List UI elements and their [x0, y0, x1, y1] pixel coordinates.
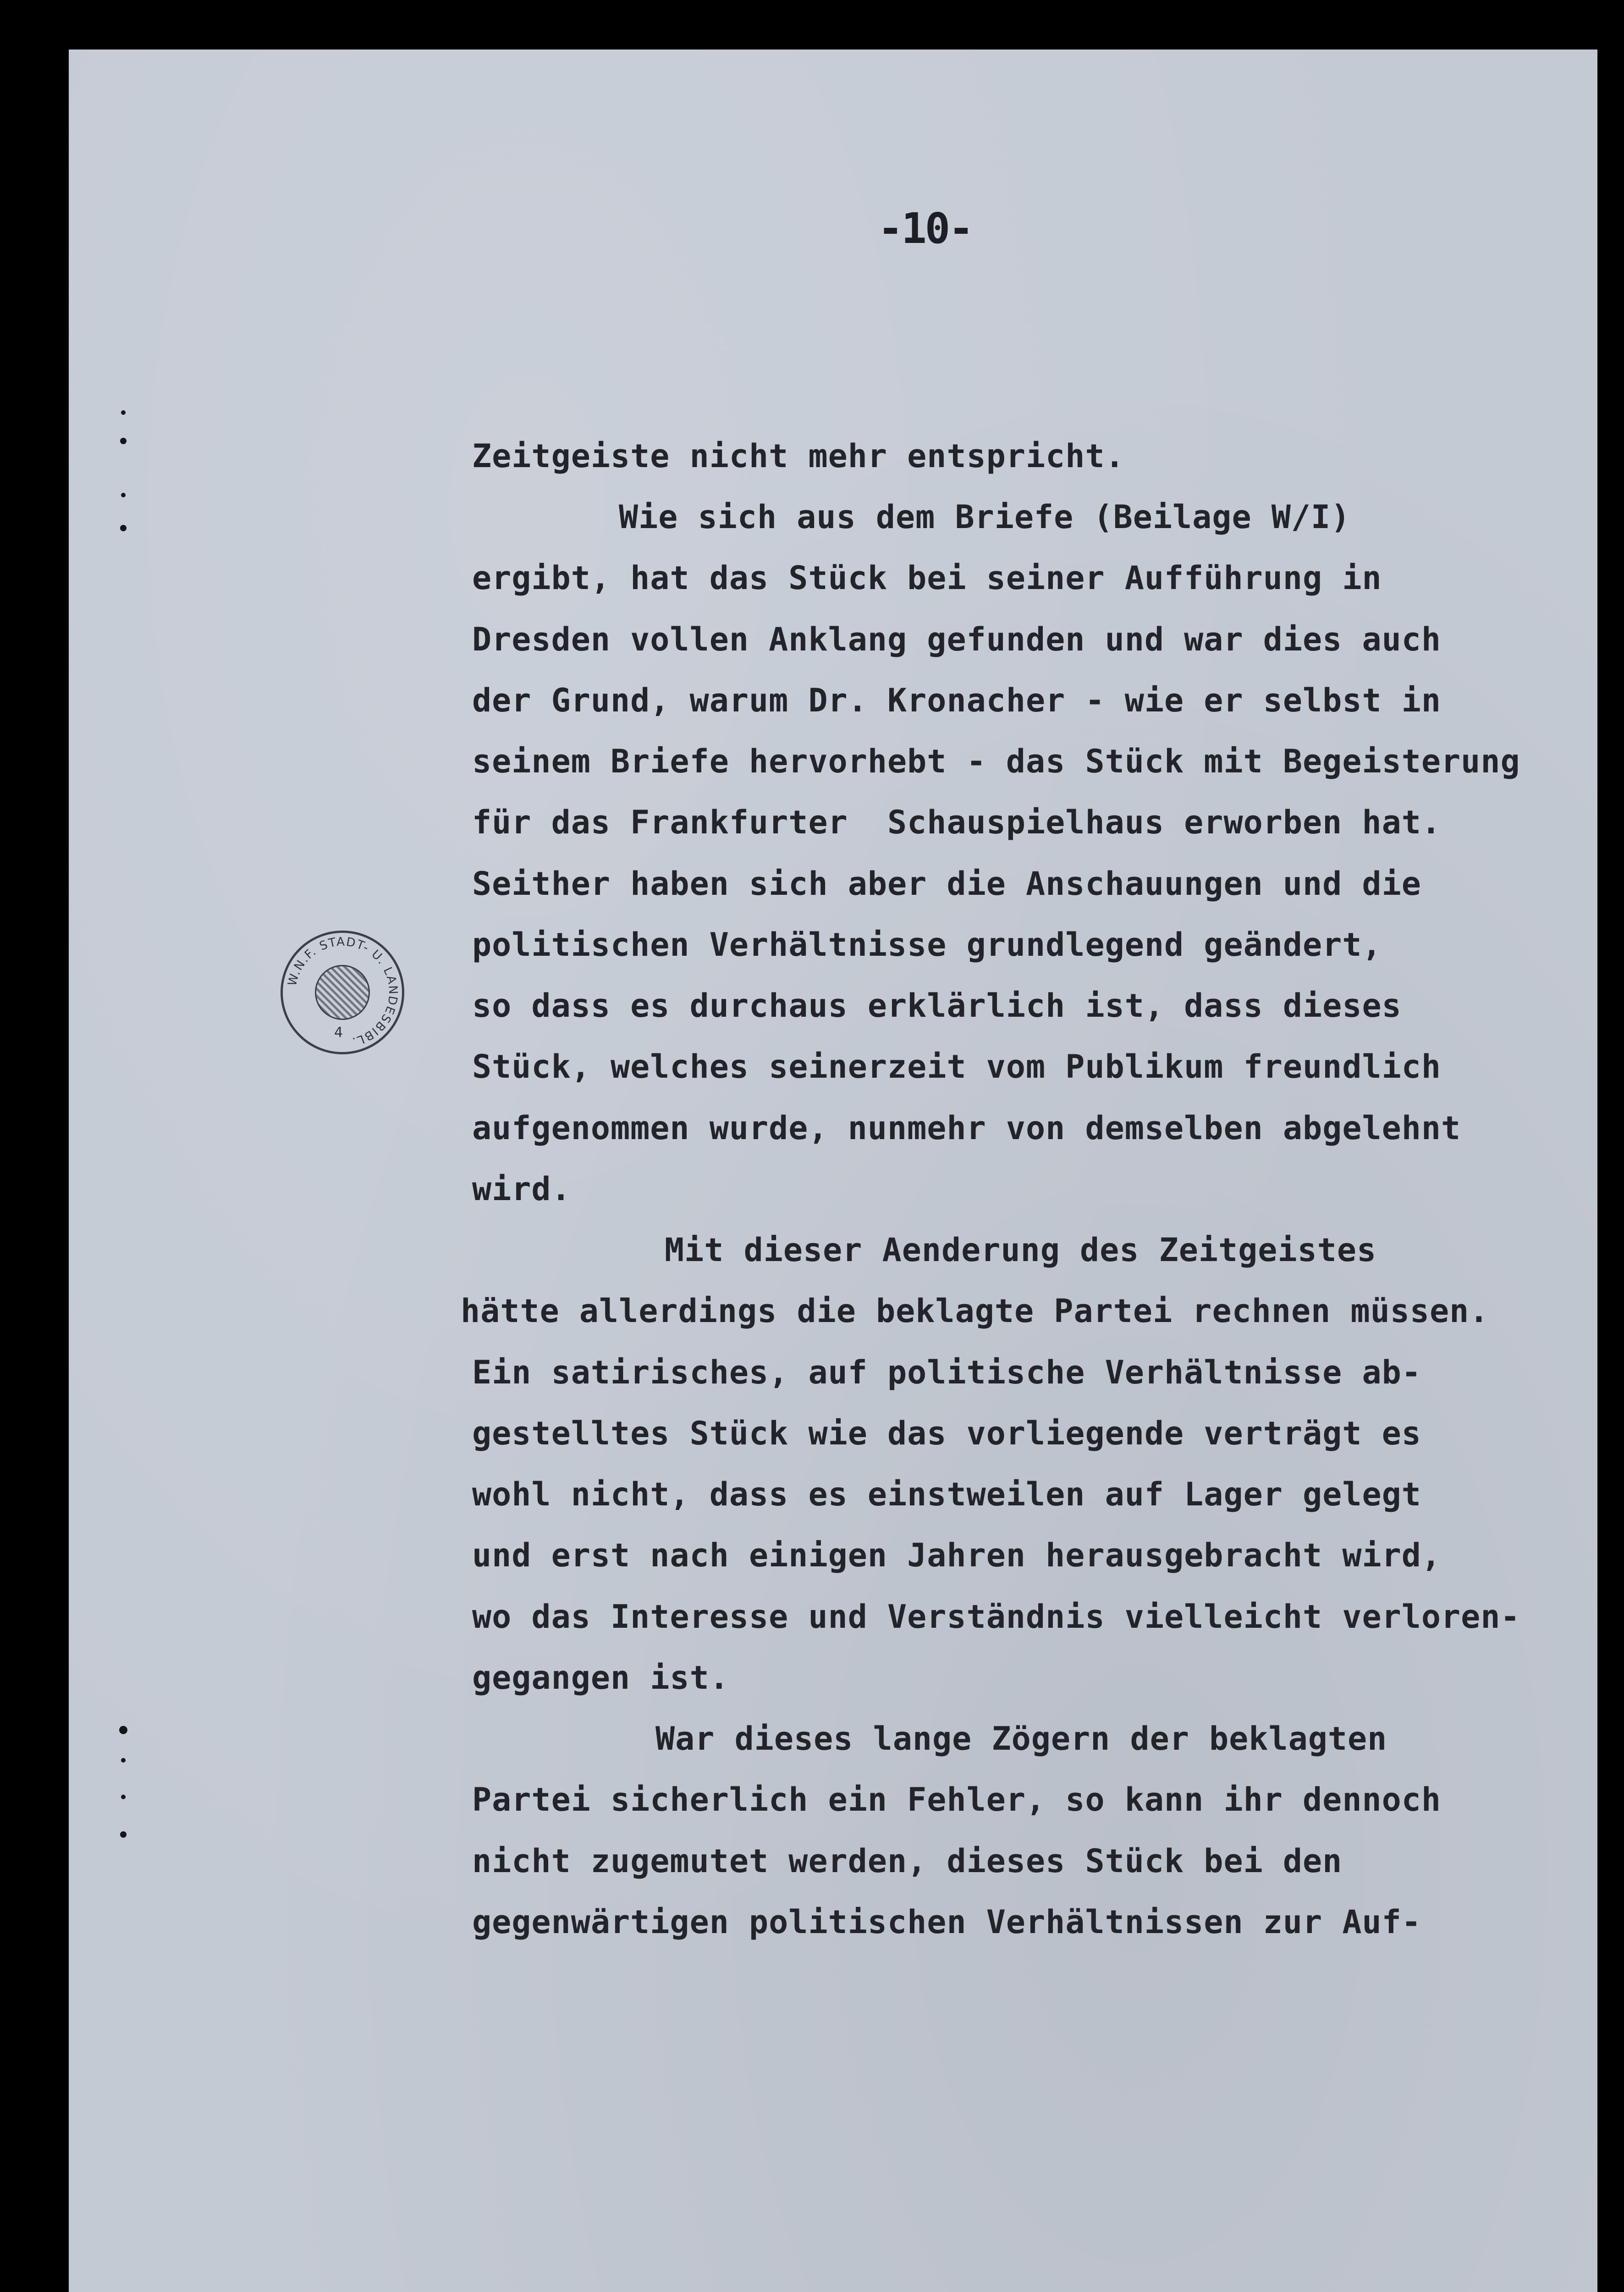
body-line: Partei sicherlich ein Fehler, so kann ihr dennoch: [472, 1781, 1442, 1818]
body-line: wird.: [472, 1170, 571, 1208]
body-line: gegenwärtigen politischen Verhältnissen zur Auf-: [472, 1903, 1421, 1941]
punch-hole-mark: [120, 438, 127, 444]
library-stamp: [281, 931, 404, 1054]
body-line: War dieses lange Zögern der beklagten: [655, 1720, 1387, 1758]
punch-hole-mark: [121, 410, 126, 415]
stamp-emblem: [315, 965, 370, 1020]
body-line: für das Frankfurter Schauspielhaus erworben hat.: [472, 804, 1442, 841]
body-line: gegangen ist.: [472, 1659, 729, 1697]
svg-text:W.N.F. STADT- U. LANDESBIBL.: W.N.F. STADT- U. LANDESBIBL.: [285, 935, 400, 1049]
body-line: so dass es durchaus erklärlich ist, dass dieses: [472, 987, 1402, 1025]
body-line: Ein satirisches, auf politische Verhältnisse ab-: [472, 1354, 1421, 1391]
body-line: politischen Verhältnisse grundlegend geändert,: [472, 926, 1382, 964]
punch-hole-mark: [120, 525, 127, 531]
body-line: Dresden vollen Anklang gefunden und war dies auch: [472, 621, 1442, 658]
body-line: aufgenommen wurde, nunmehr von demselben abgelehnt: [472, 1109, 1461, 1147]
body-line: seinem Briefe hervorhebt - das Stück mit Begeisterung: [472, 743, 1520, 780]
body-line: gestelltes Stück wie das vorliegende verträgt es: [472, 1415, 1421, 1452]
stamp-number: 4: [334, 1025, 343, 1041]
punch-hole-mark: [121, 493, 126, 497]
punch-hole-mark: [121, 1758, 126, 1763]
punch-hole-mark: [119, 1726, 127, 1734]
body-line: wohl nicht, dass es einstweilen auf Lager gelegt: [472, 1476, 1421, 1513]
body-line: und erst nach einigen Jahren herausgebracht wird,: [472, 1537, 1442, 1574]
body-line: Stück, welches seinerzeit vom Publikum freundlich: [472, 1048, 1442, 1085]
body-line: Seither haben sich aber die Anschauungen und die: [472, 865, 1421, 903]
body-line: hätte allerdings die beklagte Partei rechnen müssen.: [461, 1292, 1489, 1330]
punch-hole-mark: [120, 1831, 127, 1838]
body-line: ergibt, hat das Stück bei seiner Aufführung in: [472, 559, 1382, 597]
body-line: der Grund, warum Dr. Kronacher - wie er selbst in: [472, 682, 1442, 719]
body-line: Wie sich aus dem Briefe (Beilage W/I): [619, 498, 1351, 536]
body-line: Zeitgeiste nicht mehr entspricht.: [472, 437, 1125, 475]
punch-hole-mark: [121, 1795, 126, 1799]
body-line: wo das Interesse und Verständnis vielleicht verloren-: [472, 1598, 1520, 1636]
body-line: nicht zugemutet werden, dieses Stück bei den: [472, 1842, 1343, 1880]
page-number: -10-: [878, 204, 972, 253]
body-line: Mit dieser Aenderung des Zeitgeistes: [665, 1231, 1377, 1269]
document-sheet: [69, 50, 1597, 2292]
